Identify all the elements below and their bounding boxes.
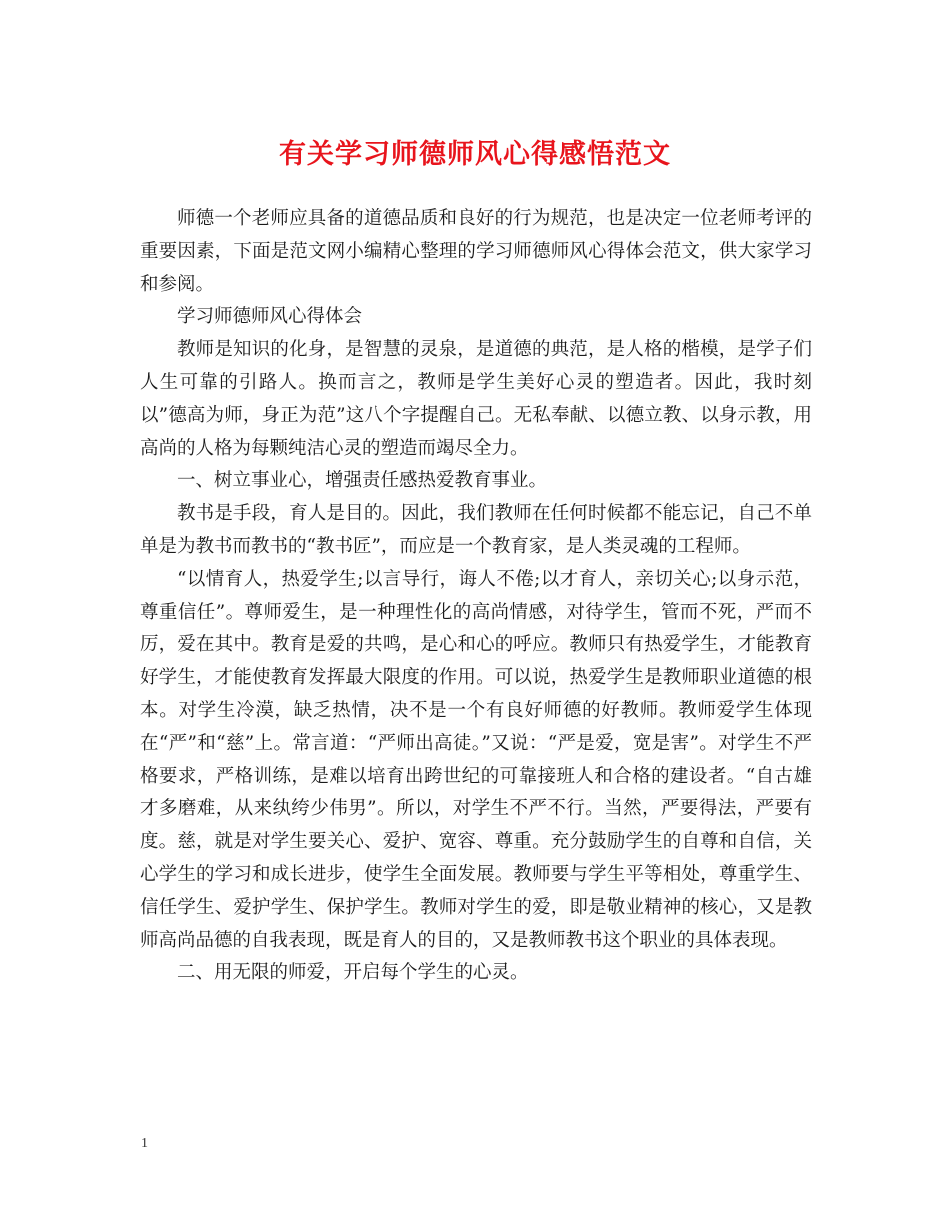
body-paragraph: 教书是手段，育人是目的。因此，我们教师在任何时候都不能忘记，自己不单单是为教书而教书的“教书匠”，而应是一个教育家，是人类灵魂的工程师。 bbox=[140, 503, 812, 557]
section-heading-one: 一、树立事业心，增强责任感热爱教育事业。 bbox=[177, 470, 548, 492]
intro-paragraph: 师德一个老师应具备的道德品质和良好的行为规范，也是决定一位老师考评的重要因素，下面是范文网小编精心整理的学习师德师风心得体会范文，供大家学习和参阅。 bbox=[140, 208, 812, 295]
document-body bbox=[140, 203, 812, 990]
section-subtitle: 学习师德师风心得体会 bbox=[177, 306, 363, 328]
body-paragraph: 教师是知识的化身，是智慧的灵泉，是道德的典范，是人格的楷模，是学子们人生可靠的引路人。换而言之，教师是学生美好心灵的塑造者。因此，我时刻以”德高为师，身正为范”这八个字提醒自己。无私奉献、以德立教、以身示教，用高尚的人格为每颗纯洁心灵的塑造而竭尽全力。 bbox=[140, 339, 812, 459]
page-number: 1 bbox=[141, 1136, 148, 1151]
document-title: 有关学习师德师风心得感悟范文 bbox=[279, 139, 671, 170]
body-paragraph: “以情育人，热爱学生;以言导行，诲人不倦;以才育人，亲切关心;以身示范，尊重信任”。尊师爱生，是一种理性化的高尚情感，对待学生，管而不死，严而不厉，爱在其中。教育是爱的共鸣，是心和心的呼应。教师只有热爱学生，才能教育好学生，才能使教育发挥最大限度的作用。可以说，热爱学生是教师职业道德的根本。对学生冷漠，缺乏热情，决不是一个有良好师德的好教师。教师爱学生体现在“严”和“慈”上。常言道：“严师出高徒。”又说：“严是爱，宽是害”。对学生不严格要求，严格训练，是难以培育出跨世纪的可靠接班人和合格的建设者。“自古雄才多磨难，从来纨绔少伟男”。所以，对学生不严不行。当然，严要得法，严要有度。慈，就是对学生要关心、爱护、宽容、尊重。充分鼓励学生的自尊和自信，关心学生的学习和成长进步，使学生全面发展。教师要与学生平等相处，尊重学生、信任学生、爱护学生、保护学生。教师对学生的爱，即是敬业精神的核心，又是教师高尚品德的自我表现，既是育人的目的，又是教师教书这个职业的具体表现。 bbox=[140, 568, 812, 951]
section-heading-two: 二、用无限的师爱，开启每个学生的心灵。 bbox=[177, 962, 529, 984]
